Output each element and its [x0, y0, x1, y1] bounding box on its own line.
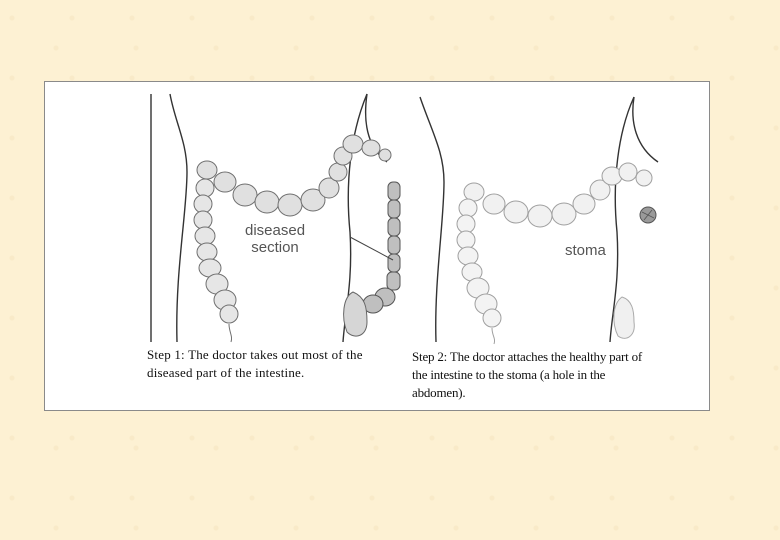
colostomy-figure — [44, 81, 710, 411]
ascending-colon — [194, 179, 238, 342]
diseased-section-label — [245, 222, 305, 256]
stoma-label: stoma — [565, 242, 606, 259]
step2-panel — [412, 82, 662, 410]
diseased-label-line1: diseased — [245, 222, 306, 239]
step1-panel — [145, 82, 410, 410]
step1-caption: Step 1: The doctor takes out most of the diseased part of the intestine. — [147, 347, 363, 380]
diseased-pointer-line — [350, 237, 393, 260]
step1-intestine-illustration — [145, 92, 410, 347]
rectum-remnant — [614, 297, 634, 338]
diseased-descending-colon — [363, 182, 400, 313]
step2-caption: Step 2: The doctor attaches the healthy part of the intestine to the stoma (a hole in the abdomen). — [412, 349, 643, 400]
rectum — [344, 292, 367, 336]
healthy-transverse-colon — [464, 163, 652, 227]
diseased-label-line2: section — [251, 239, 299, 256]
step2-intestine-illustration — [412, 92, 662, 347]
transverse-colon — [197, 135, 391, 216]
healthy-ascending-colon — [457, 199, 501, 344]
